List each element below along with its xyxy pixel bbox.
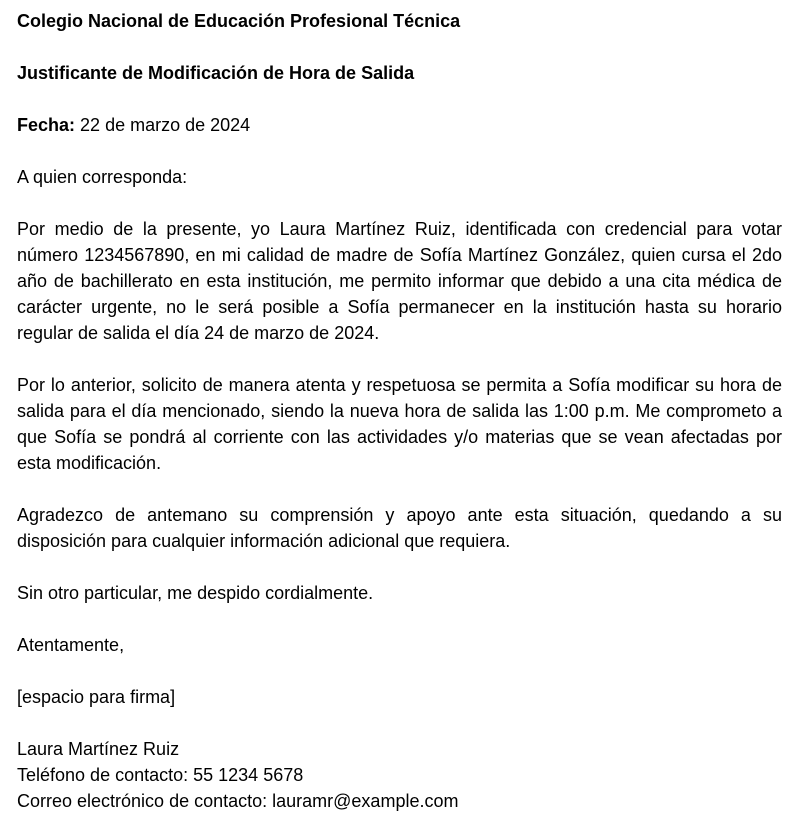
valediction: Atentamente, [17, 635, 125, 655]
signer-phone: Teléfono de contacto: 55 1234 5678 [17, 765, 304, 785]
body-paragraph-1: Por medio de la presente, yo Laura Martínez Ruiz, identificada con credencial para votar número 1234567890, en mi calidad de madre de Sofía Martínez González, quien cursa el 2do año de bachillerato en esta institución, me permito informar que debido a una cita médica de carácter urgente, no le será posible a Sofía permanecer en la institución hasta su horario regular de salida el día 24 de marzo de 2024. [17, 219, 782, 343]
signer-name: Laura Martínez Ruiz [17, 739, 180, 759]
date-line [17, 112, 782, 138]
signer-block [17, 736, 782, 814]
signature-placeholder: [espacio para firma] [17, 687, 176, 707]
document-title: Justificante de Modificación de Hora de Salida [17, 63, 415, 83]
body-paragraph-3: Agradezco de antemano su comprensión y apoyo ante esta situación, quedando a su disposición para cualquier información adicional que requiera. [17, 505, 782, 551]
body-paragraph-2: Por lo anterior, solicito de manera atenta y respetuosa se permita a Sofía modificar su hora de salida para el día mencionado, siendo la nueva hora de salida las 1:00 p.m. Me comprometo a que Sofía se pondrá al corriente con las actividades y/o materias que se vean afectadas por esta modificación. [17, 375, 782, 473]
salutation: A quien corresponda: [17, 167, 188, 187]
closing-line: Sin otro particular, me despido cordialmente. [17, 583, 374, 603]
institution-name: Colegio Nacional de Educación Profesional Técnica [17, 11, 461, 31]
date-label: Fecha: [17, 115, 76, 135]
signer-email: Correo electrónico de contacto: lauramr@example.com [17, 791, 459, 811]
date-value: 22 de marzo de 2024 [80, 115, 251, 135]
